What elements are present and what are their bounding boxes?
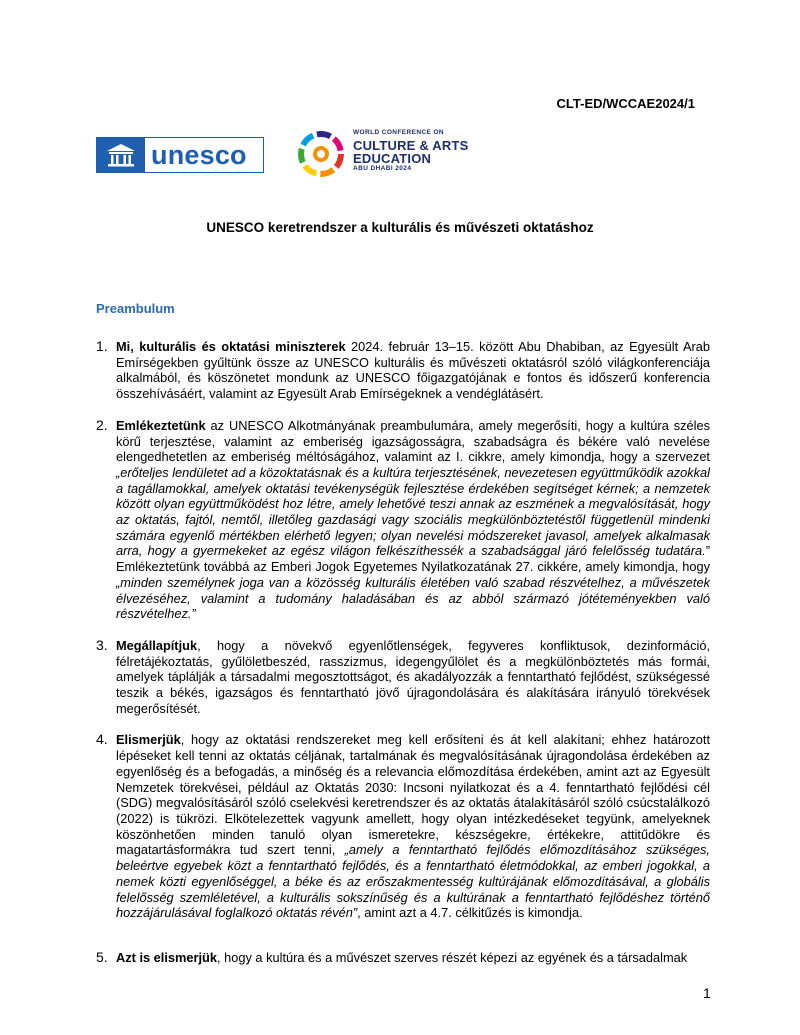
paragraph-5 [96, 950, 710, 966]
paragraph-lead: Mi, kulturális és oktatási miniszterek [116, 339, 346, 354]
paragraph-body: az UNESCO Alkotmányának preambulumára, amely megerősíti, hogy a kultúra széles körű terjesztése, valamint az emberiség igazságosságra, szabadságra és békére való nevelése elengedhetetlen az emberiség méltóságához, valamint az I. cikkre, amely kimondja, hogy a szervezet [116, 417, 710, 465]
paragraph-number: 5. [96, 948, 108, 965]
paragraph-list [96, 339, 710, 982]
section-heading: Preambulum [96, 301, 175, 316]
conference-logo-line1: WORLD CONFERENCE ON [353, 129, 445, 136]
conference-logo-line2: CULTURE & ARTS [353, 137, 469, 153]
conference-emblem-icon [293, 126, 349, 182]
paragraph-number: 2. [96, 416, 108, 433]
paragraph-number: 4. [96, 731, 108, 748]
paragraph-3 [96, 638, 710, 717]
paragraph-body: 2024. február 13–15. között Abu Dhabiban, az Egyesült Arab Emírségekben gyűltünk össze az UNESCO kulturális és művészeti oktatásról szóló világkonferenciája alkalmából, és köszönetet mondunk az UNESCO főigazgatójának e fontos és időszerű konferencia összehívásáért, valamint az Egyesült Arab Emírségeknek a vendéglátásért. [116, 339, 710, 402]
conference-logo-line4: ABU DHABI 2024 [353, 164, 412, 172]
paragraph-2 [96, 418, 710, 622]
paragraph-quote: „erőteljes lendületet ad a közoktatásnak és a kultúra terjesztésének, nevezetesen együttműködik azokkal a tagállamokkal, amelyek oktatási tevékenységük fejlesztése érdekében segítséget kérnek; a nemzetek között olyan együttműködést hoz létre, amely lehetővé teszi annak az eszmének a megvalósítását, hogy az oktatás, fajtól, nemtől, illetőleg gazdasági vagy szociális megkülönböztetéstől függetlenül mindenki számára egyenlő mértékben elérhető legyen; olyan nevelési módszereket javasol, amelyek alkalmasak arra, hogy a gyermekeket az egész világon felkészíthessék a szabadsággal járó felelősség tudatára. [116, 464, 710, 559]
paragraph-body-continued: ” Emlékeztetünk továbbá az Emberi Jogok Egyetemes Nyilatkozatának 27. cikkére, amely kimondja, hogy [116, 543, 710, 575]
paragraph-body: , hogy az oktatási rendszereket meg kell erősíteni és át kell alakítani; ehhez határozott lépéseket kell tenni az oktatás céljának, tartalmának és megvalósításának újragondolása érdekében az egyenlőség és a befogadás, a minőség és a relevancia előmozdítása érdekében, amint azt az Egyesült Nemzetek törekvései, például az Oktatás 2030: Incsoni nyilatkozat és a 4. fenntartható fejlődési cél (SDG) megvalósításáról szóló cselekvési keretrendszer és az oktatás átalakításáról szóló csúcstalálkozó (2022) is tükrözi. Elkötelezettek vagyunk amellett, hogy olyan intézkedéseket tegyünk, amelyeknek köszönhetően minden tanuló olyan ismeretekre, készségekre, értékekre, attitűdökre és magatartásformákra tud szert tenni, [116, 732, 710, 858]
unesco-wordmark: unesco [151, 139, 247, 170]
paragraph-4 [96, 732, 710, 920]
page-number: 1 [703, 985, 711, 1001]
paragraph-1 [96, 339, 710, 402]
paragraph-lead: Elismerjük [116, 732, 181, 748]
paragraph-lead: Megállapítjuk [116, 637, 198, 653]
conference-logo [293, 126, 483, 182]
paragraph-number: 3. [96, 636, 108, 653]
paragraph-lead: Azt is elismerjük [116, 949, 217, 965]
conference-logo-line3: EDUCATION [353, 150, 432, 166]
paragraph-number: 1. [96, 338, 108, 354]
paragraph-quote: „amely a fenntartható fejlődés előmozdításához szükséges, beleértve egyebek közt a fenntartható fejlődés, és a fenntartható életmódokkal, az emberi jogokkal, a nemek közti egyenlőséggel, a béke és az erőszakmentesség kultúrájának előmozdításával, a globális felelősség szemléletével, a kulturális sokszínűség és a kultúrának a fenntartható fejlődéshez történő hozzájárulásával foglalkozó oktatás révén” [116, 842, 710, 921]
paragraph-body-continued: , amint azt a 4.7. célkitűzés is kimondja. [357, 905, 583, 921]
paragraph-body: , hogy a kultúra és a művészet szerves részét képezi az egyének és a társadalmak [217, 949, 688, 965]
document-reference: CLT-ED/WCCAE2024/1 [556, 96, 695, 111]
paragraph-lead: Emlékeztetünk [116, 417, 206, 433]
paragraph-body: , hogy a növekvő egyenlőtlenségek, fegyveres konfliktusok, dezinformáció, félretájékoztatás, gyűlöletbeszéd, rasszizmus, idegengyűlölet és a megkülönböztetés más formái, amelyek táplálják a társadalmi megosztottságot, és akadályozzák a fenntartható fejlődést, szükségessé teszik a békés, igazságos és fenntartható jövő újragondolására és alakítására irányuló törekvések megerősítését. [116, 637, 710, 716]
unesco-temple-icon [97, 138, 145, 172]
document-title: UNESCO keretrendszer a kulturális és művészeti oktatáshoz [206, 220, 594, 235]
paragraph-quote: „minden személynek joga van a közösség kulturális életében való szabad részvételhez, a művészetek élvezéséhez, valamint a tudomány haladásában és az abból származó jótéteményekben való részvételhez.” [116, 574, 710, 622]
unesco-logo [96, 137, 264, 173]
